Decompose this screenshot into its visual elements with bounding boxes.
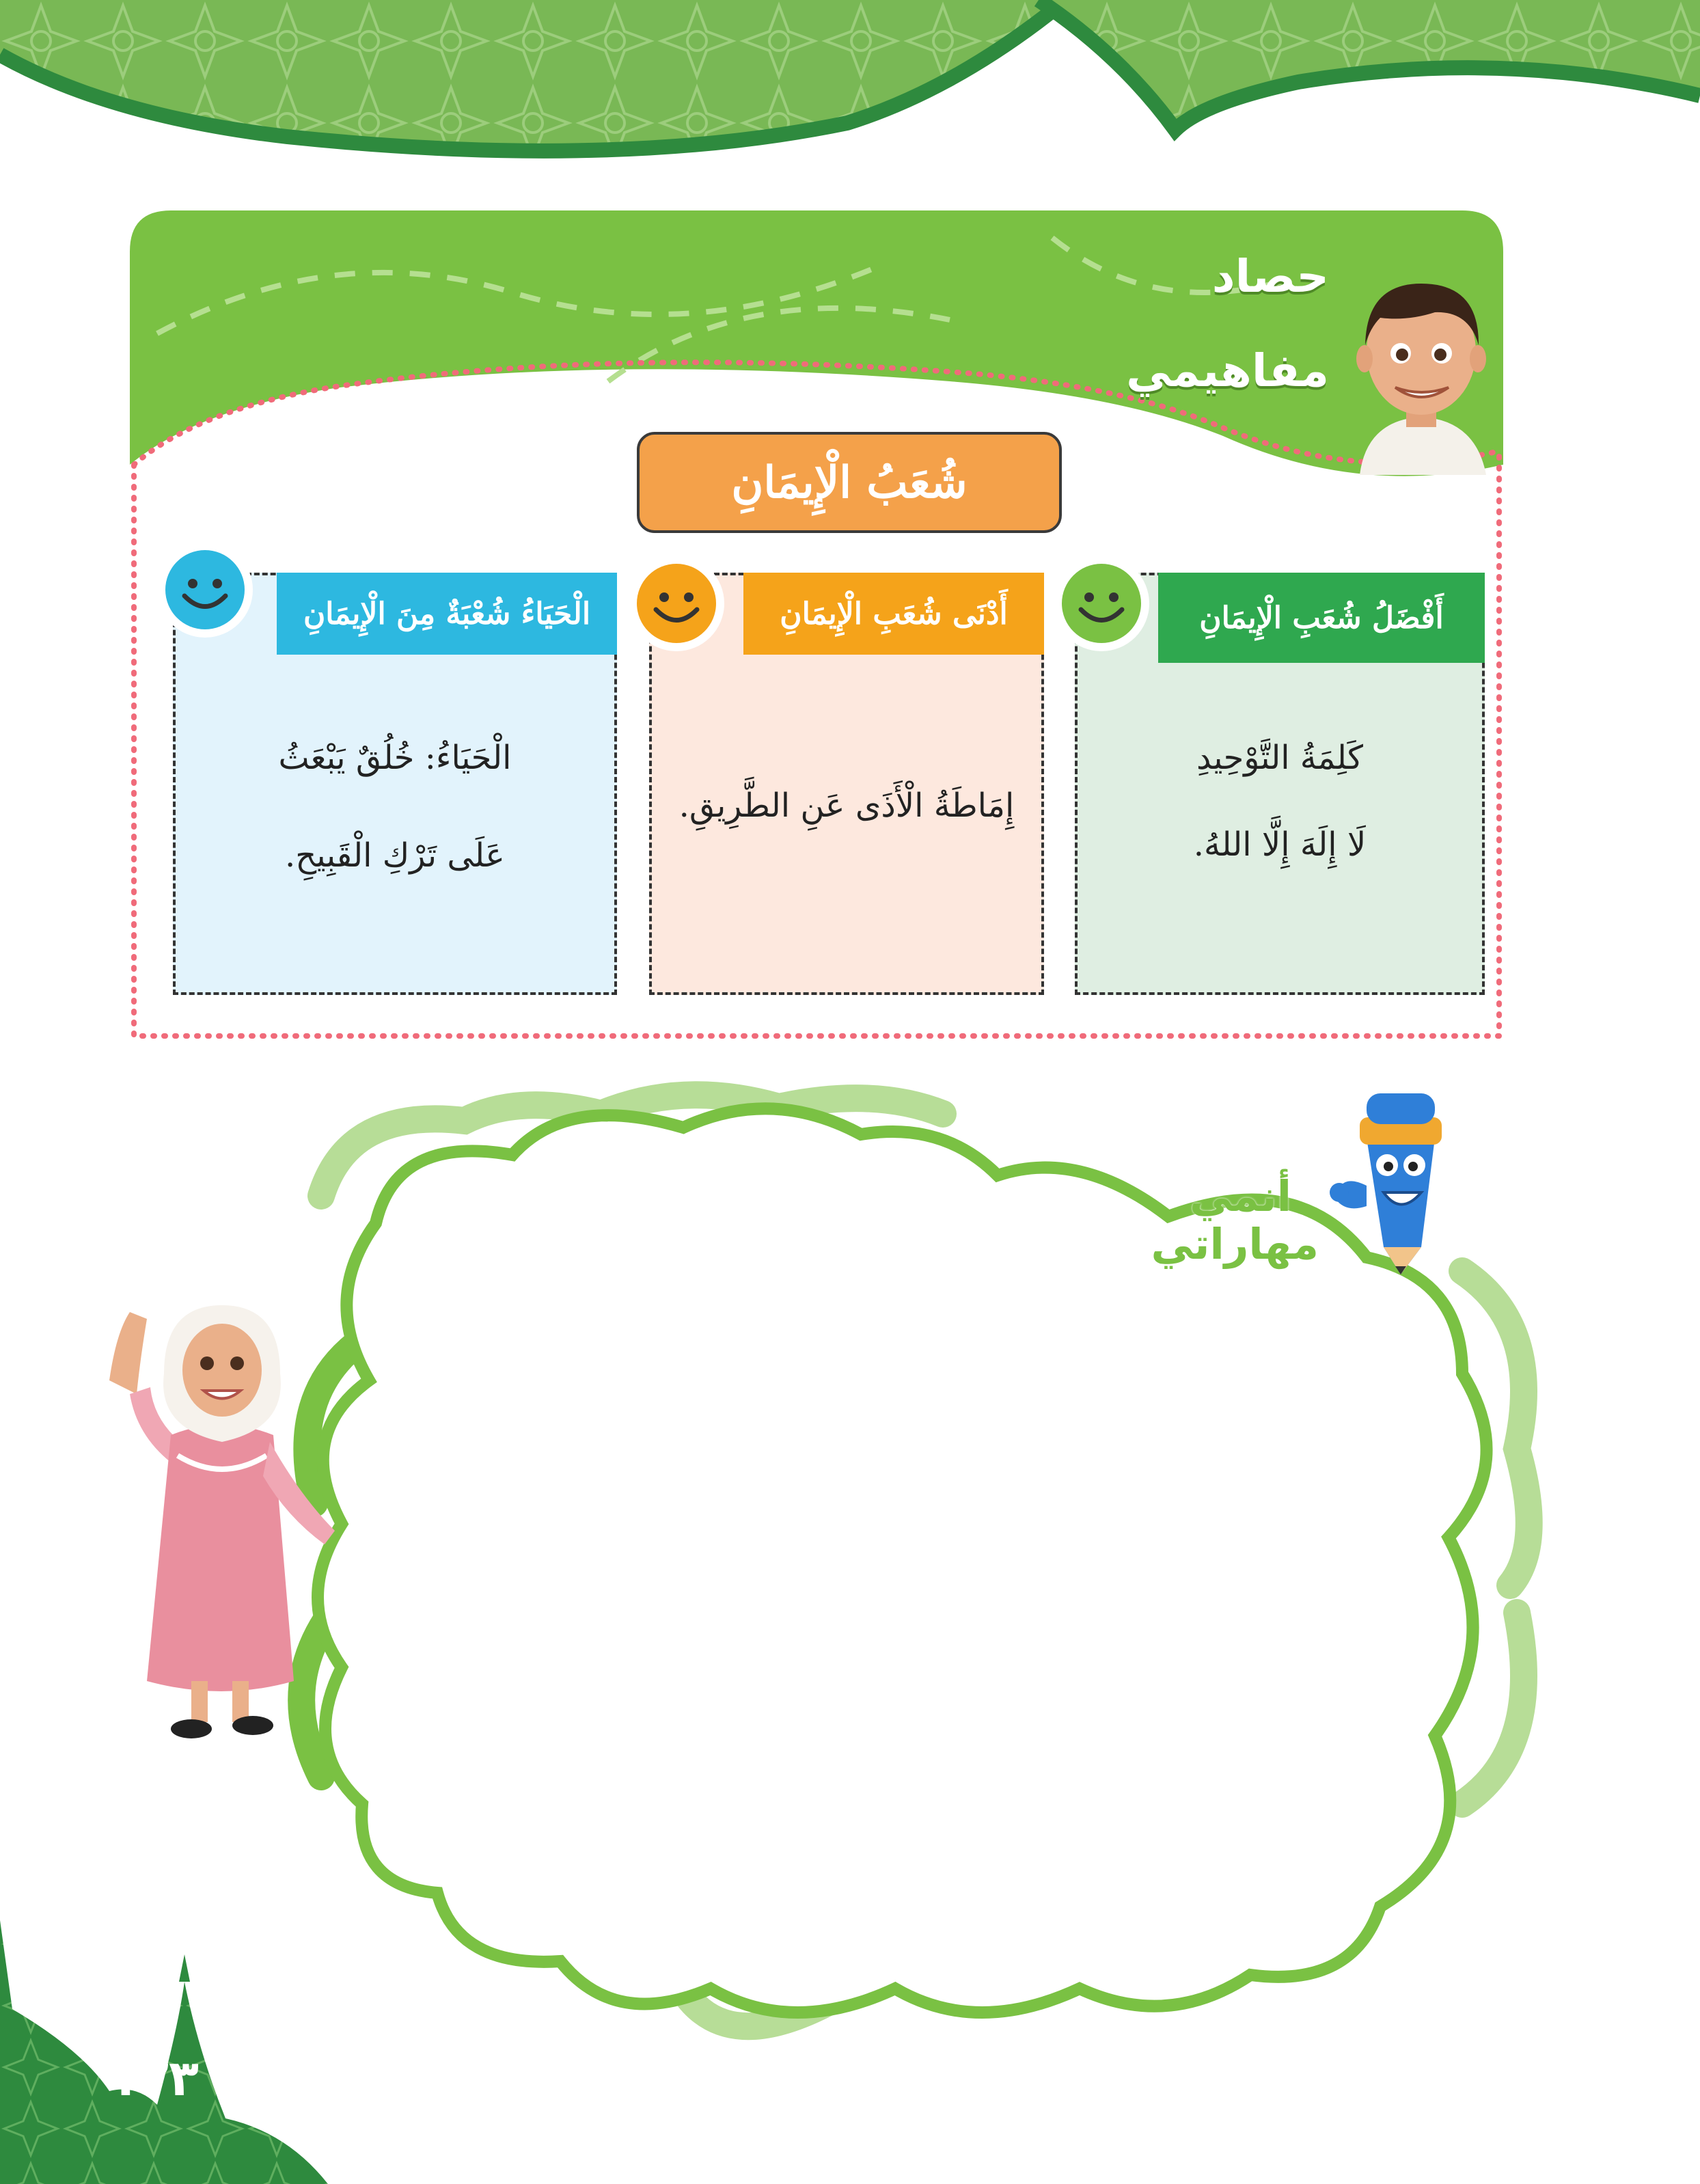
column-best-branch-label: أَفْضَلُ شُعَبِ الْإِيمَانِ (1158, 573, 1485, 663)
boy-avatar (1353, 270, 1490, 475)
top-pattern-banner (0, 0, 1700, 164)
smiley-green-icon (1050, 552, 1153, 655)
page-number: ١٢٣ (109, 2049, 199, 2107)
pencil-mascot (1319, 1090, 1483, 1274)
skills-label-line2: مهاراتي (1151, 1219, 1319, 1269)
smiley-orange-icon (625, 552, 728, 655)
column-modesty-branch-label: الْحَيَاءُ شُعْبَةٌ مِنَ الْإِيمَانِ (277, 573, 617, 655)
column-best-branch-line1: كَلِمَةُ التَّوْحِيدِ (1196, 739, 1364, 777)
skills-label-line1: أنمي (1190, 1171, 1291, 1221)
column-best-branch-line2: لَا إِلَهَ إِلَّا اللهُ. (1193, 825, 1367, 864)
column-lowest-branch-label: أَدْنَى شُعَبِ الْإِيمَانِ (743, 573, 1044, 655)
main-title: شُعَبُ الْإِيمَانِ (731, 456, 968, 508)
girl-character (89, 1298, 348, 1743)
mosque-dome-decoration (0, 1913, 383, 2184)
column-modesty-branch-line2: عَلَى تَرْكِ الْقَبِيحِ. (285, 836, 505, 875)
header-title-line1: حصاد (1211, 250, 1329, 303)
column-lowest-branch-line1: إِمَاطَةُ الْأَذَى عَنِ الطَّرِيقِ. (678, 787, 1015, 825)
smiley-blue-icon (154, 538, 256, 641)
main-title-box (637, 432, 1062, 533)
column-modesty-branch-line1: الْحَيَاءُ: خُلُقٌ يَبْعَثُ (278, 739, 512, 777)
header-title-line2: مفاهيمي (1126, 344, 1329, 397)
